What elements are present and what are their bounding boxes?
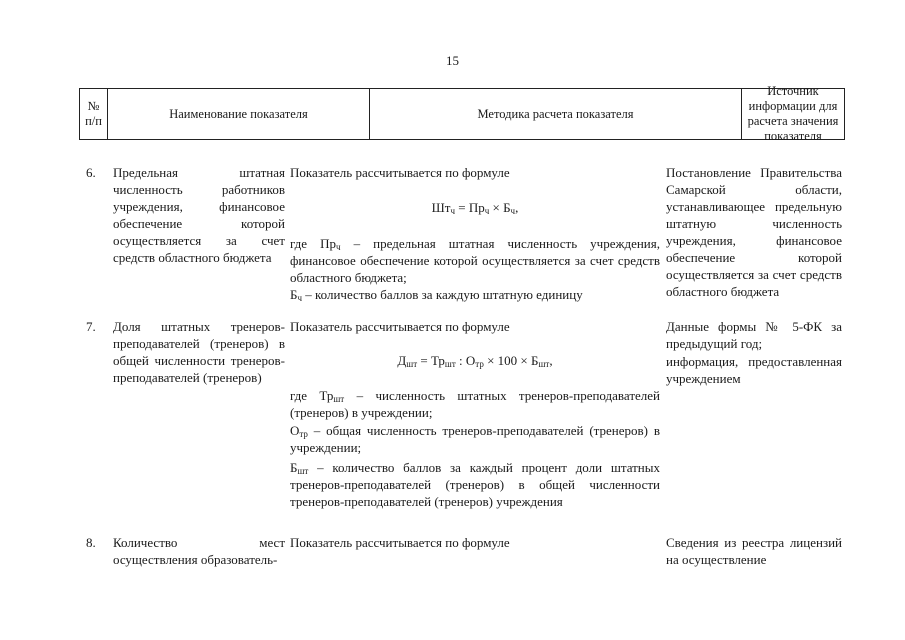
row-8-method-intro: Показатель рассчитывается по формуле	[290, 535, 510, 550]
table-header	[79, 84, 845, 143]
row-6-where-1: где $Пр_ч$ – предельная штатная численность учреждения, финансовое обеспечение которой осуществляется за счет средств областного бюджета;	[290, 236, 660, 285]
row-7-where-2: $О_{тр}$ – общая численность тренеров-преподавателей (тренеров) в учреждении;	[290, 423, 660, 455]
row-7-where-1: где $Тр_{шт}$ – численность штатных тренеров-преподавателей (тренеров) в учреждении;	[290, 388, 660, 420]
row-6-formula: $Шт_ч = Пр_ч \times Б_ч$,	[431, 200, 519, 216]
row-8-name: Количество мест осуществления образователь-	[113, 535, 285, 567]
row-8-num: 8.	[86, 535, 96, 550]
row-7-source-2: информация, предоставленная учреждением	[666, 354, 842, 386]
page-number: 15	[446, 53, 459, 68]
row-6-method-intro: Показатель рассчитывается по формуле	[290, 165, 510, 180]
row-7-source-1: Данные формы № 5-ФК за предыдущий год;	[666, 319, 842, 351]
row-6-num: 6.	[86, 165, 96, 180]
header-name: Наименование показателя	[108, 89, 370, 139]
header-num: № п/п	[80, 89, 108, 139]
row-7-name: Доля штатных тренеров-преподавателей (тренеров) в общей численности тренеров-преподавателей (тренеров)	[113, 319, 285, 385]
row-7-method-intro: Показатель рассчитывается по формуле	[290, 319, 510, 334]
row-7-num: 7.	[86, 319, 96, 334]
header-method: Методика расчета показателя	[370, 89, 742, 139]
row-6-where-2: $Б_ч$ – количество баллов за каждую штатную единицу	[290, 287, 583, 303]
row-7-where-3: $Б_{шт}$ – количество баллов за каждый процент доли штатных тренеров-преподавателей (тренеров) в общей численности тренеров-преподавателей (тренеров) учреждения	[290, 460, 660, 509]
row-6-source: Постановление Правительства Самарской области, устанавливающее предельную штатную численность учреждения, финансовое обеспечение которой осуществляется за счет средств областного бюджета	[666, 165, 842, 299]
header-source: Источник информации для расчета значения показателя	[747, 84, 839, 143]
row-7-formula: $Д_{шт} = Тр_{шт}$ : $О_{тр} \times 100 \times Б_{шт}$,	[397, 353, 553, 369]
row-6-name: Предельная штатная численность работников учреждения, финансовое обеспечение которой осуществляется за счет средств областного бюджета	[113, 165, 285, 265]
row-8-source: Сведения из реестра лицензий на осуществление	[666, 535, 842, 567]
